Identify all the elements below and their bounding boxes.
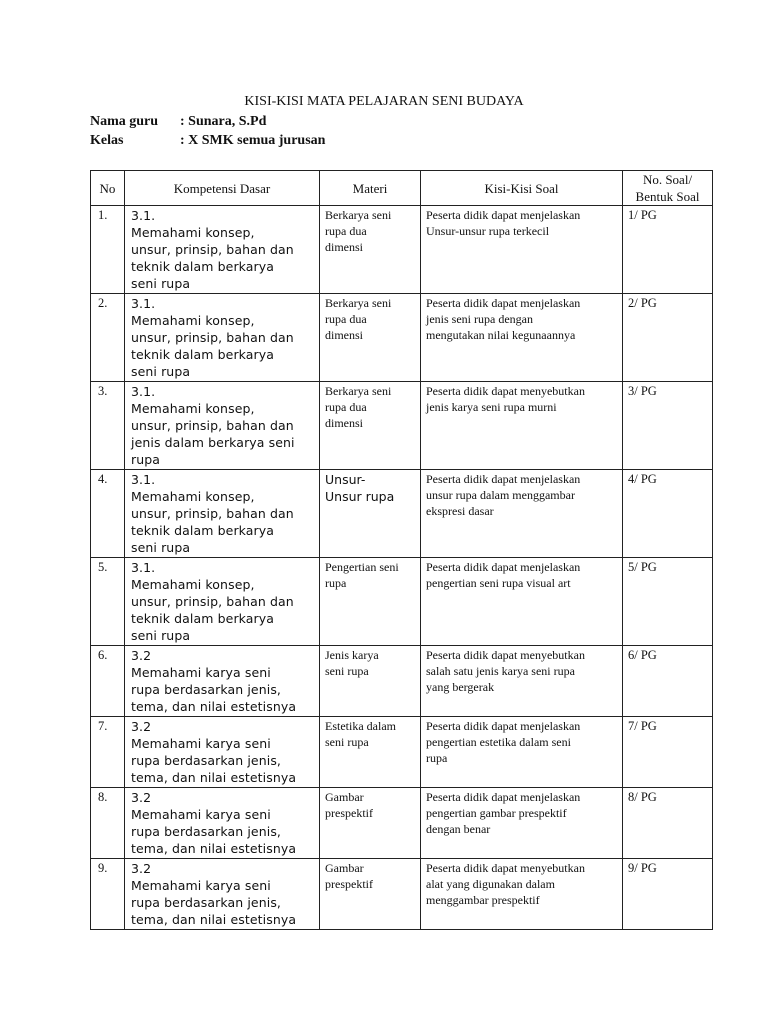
cell-no-soal: 2/ PG [623,294,713,382]
kisi-text-line: jenis seni rupa dengan [426,312,533,326]
header-kisi-kisi-soal: Kisi-Kisi Soal [421,171,623,206]
kisi-text-line: menggambar prespektif [426,893,540,907]
materi-text-line: dimensi [325,328,363,342]
cell-no-soal: 5/ PG [623,558,713,646]
table-header-row [91,171,713,206]
cell-materi [320,788,421,859]
cell-kisi-kisi-soal [421,558,623,646]
header-no-soal [623,171,713,206]
kd-text-line: seni rupa [131,540,191,555]
kd-code: 3.2 [131,648,152,663]
kd-text-line: Memahami karya seni [131,736,271,751]
kisi-text-line: rupa [426,751,448,765]
kd-text-line: unsur, prinsip, bahan dan [131,506,294,521]
table-row [91,788,713,859]
cell-kisi-kisi-soal [421,717,623,788]
kisi-text-line: pengertian estetika dalam seni [426,735,571,749]
kisi-text-line: ekspresi dasar [426,504,494,518]
materi-text-line: Unsur rupa [325,489,395,504]
table-row [91,646,713,717]
kisi-text-line: Peserta didik dapat menjelaskan [426,790,581,804]
meta-value: : Sunara, S.Pd [180,114,267,129]
materi-text-line: Jenis karya [325,648,379,662]
kisi-text-line: yang bergerak [426,680,495,694]
cell-no: 8. [91,788,125,859]
cell-no-soal: 7/ PG [623,717,713,788]
kd-text-line: teknik dalam berkarya [131,259,275,274]
kd-code: 3.2 [131,790,152,805]
meta-label: Nama guru [90,114,159,129]
header-no: No [91,171,125,206]
kd-code: 3.1. [131,208,156,223]
kisi-text-line: jenis karya seni rupa murni [426,400,557,414]
materi-text-line: Gambar [325,861,364,875]
cell-kisi-kisi-soal [421,646,623,717]
kisi-text-line: Peserta didik dapat menyebutkan [426,648,585,662]
kd-text-line: Memahami karya seni [131,878,271,893]
meta-value: : X SMK semua jurusan [180,133,326,148]
materi-text-line: Unsur- [325,472,366,487]
meta-class [90,133,325,149]
kisi-text-line: mengutakan nilai kegunaannya [426,328,576,342]
kd-text-line: unsur, prinsip, bahan dan [131,418,294,433]
kd-text-line: rupa berdasarkan jenis, [131,753,281,768]
kisi-text-line: salah satu jenis karya seni rupa [426,664,575,678]
cell-kompetensi-dasar [125,294,320,382]
kisi-text-line: alat yang digunakan dalam [426,877,555,891]
kd-code: 3.1. [131,384,156,399]
cell-no: 1. [91,206,125,294]
materi-text-line: Pengertian seni [325,560,399,574]
cell-kisi-kisi-soal [421,206,623,294]
cell-kompetensi-dasar [125,558,320,646]
kd-text-line: seni rupa [131,364,191,379]
materi-text-line: Gambar [325,790,364,804]
materi-text-line: rupa dua [325,224,367,238]
materi-text-line: dimensi [325,240,363,254]
document-title: KISI-KISI MATA PELAJARAN SENI BUDAYA [244,94,524,109]
cell-kompetensi-dasar [125,206,320,294]
cell-no: 3. [91,382,125,470]
kisi-text-line: dengan benar [426,822,491,836]
kd-text-line: rupa berdasarkan jenis, [131,895,281,910]
kisi-text-line: pengertian seni rupa visual art [426,576,571,590]
kd-text-line: tema, dan nilai estetisnya [131,699,297,714]
cell-no: 2. [91,294,125,382]
kisi-text-line: pengertian gambar prespektif [426,806,567,820]
kisi-text-line: Peserta didik dapat menjelaskan [426,472,581,486]
cell-no-soal: 1/ PG [623,206,713,294]
kisi-text-line: Unsur-unsur rupa terkecil [426,224,550,238]
materi-text-line: prespektif [325,806,373,820]
table-row [91,470,713,558]
cell-materi [320,382,421,470]
cell-kisi-kisi-soal [421,294,623,382]
kd-text-line: jenis dalam berkarya seni [131,435,295,450]
materi-text-line: seni rupa [325,664,369,678]
kd-text-line: Memahami konsep, [131,225,255,240]
cell-no: 5. [91,558,125,646]
cell-kisi-kisi-soal [421,382,623,470]
kd-text-line: tema, dan nilai estetisnya [131,841,297,856]
kd-text-line: seni rupa [131,276,191,291]
table-row [91,294,713,382]
cell-kompetensi-dasar [125,788,320,859]
cell-materi [320,558,421,646]
meta-teacher [90,114,266,130]
table-row [91,717,713,788]
cell-no-soal: 8/ PG [623,788,713,859]
materi-text-line: Berkarya seni [325,296,392,310]
materi-text-line: Estetika dalam [325,719,396,733]
kisi-text-line: Peserta didik dapat menjelaskan [426,296,581,310]
materi-text-line: rupa [325,576,347,590]
cell-materi [320,470,421,558]
cell-no-soal: 3/ PG [623,382,713,470]
kd-text-line: seni rupa [131,628,191,643]
cell-materi [320,294,421,382]
cell-no-soal: 4/ PG [623,470,713,558]
kd-text-line: Memahami konsep, [131,577,255,592]
kd-text-line: tema, dan nilai estetisnya [131,770,297,785]
kd-text-line: Memahami konsep, [131,489,255,504]
kisi-text-line: Peserta didik dapat menjelaskan [426,208,581,222]
cell-no: 6. [91,646,125,717]
kd-text-line: unsur, prinsip, bahan dan [131,242,294,257]
kd-code: 3.2 [131,861,152,876]
cell-kompetensi-dasar [125,859,320,930]
kd-text-line: teknik dalam berkarya [131,611,275,626]
kisi-kisi-table [90,170,713,930]
kd-text-line: Memahami karya seni [131,807,271,822]
materi-text-line: Berkarya seni [325,384,392,398]
materi-text-line: prespektif [325,877,373,891]
header-no-soal-line1: No. Soal/ [642,172,693,187]
cell-kompetensi-dasar [125,470,320,558]
cell-no: 4. [91,470,125,558]
materi-text-line: seni rupa [325,735,369,749]
kd-code: 3.1. [131,560,156,575]
cell-materi [320,859,421,930]
kisi-text-line: unsur rupa dalam menggambar [426,488,575,502]
table-row [91,382,713,470]
kd-text-line: Memahami konsep, [131,313,255,328]
cell-kisi-kisi-soal [421,859,623,930]
kd-text-line: tema, dan nilai estetisnya [131,912,297,927]
kd-text-line: unsur, prinsip, bahan dan [131,594,294,609]
kd-text-line: teknik dalam berkarya [131,523,275,538]
cell-kisi-kisi-soal [421,470,623,558]
materi-text-line: dimensi [325,416,363,430]
kd-text-line: rupa berdasarkan jenis, [131,824,281,839]
kd-text-line: rupa [131,452,161,467]
materi-text-line: rupa dua [325,400,367,414]
cell-no-soal: 6/ PG [623,646,713,717]
table-row [91,206,713,294]
kisi-text-line: Peserta didik dapat menjelaskan [426,560,581,574]
cell-materi [320,646,421,717]
header-no-soal-line2: Bentuk Soal [635,189,700,204]
cell-kisi-kisi-soal [421,788,623,859]
table-row [91,558,713,646]
kd-text-line: teknik dalam berkarya [131,347,275,362]
cell-no: 7. [91,717,125,788]
cell-kompetensi-dasar [125,382,320,470]
materi-text-line: rupa dua [325,312,367,326]
table-row [91,859,713,930]
cell-kompetensi-dasar [125,646,320,717]
kd-text-line: Memahami karya seni [131,665,271,680]
cell-materi [320,206,421,294]
kd-code: 3.2 [131,719,152,734]
kd-text-line: unsur, prinsip, bahan dan [131,330,294,345]
kisi-text-line: Peserta didik dapat menyebutkan [426,384,585,398]
kisi-text-line: Peserta didik dapat menyebutkan [426,861,585,875]
header-materi: Materi [320,171,421,206]
header-kompetensi-dasar: Kompetensi Dasar [125,171,320,206]
meta-label: Kelas [90,133,124,148]
kd-text-line: rupa berdasarkan jenis, [131,682,281,697]
kd-code: 3.1. [131,472,156,487]
cell-no: 9. [91,859,125,930]
cell-no-soal: 9/ PG [623,859,713,930]
kd-text-line: Memahami konsep, [131,401,255,416]
cell-materi [320,717,421,788]
kd-code: 3.1. [131,296,156,311]
kisi-text-line: Peserta didik dapat menjelaskan [426,719,581,733]
cell-kompetensi-dasar [125,717,320,788]
materi-text-line: Berkarya seni [325,208,392,222]
